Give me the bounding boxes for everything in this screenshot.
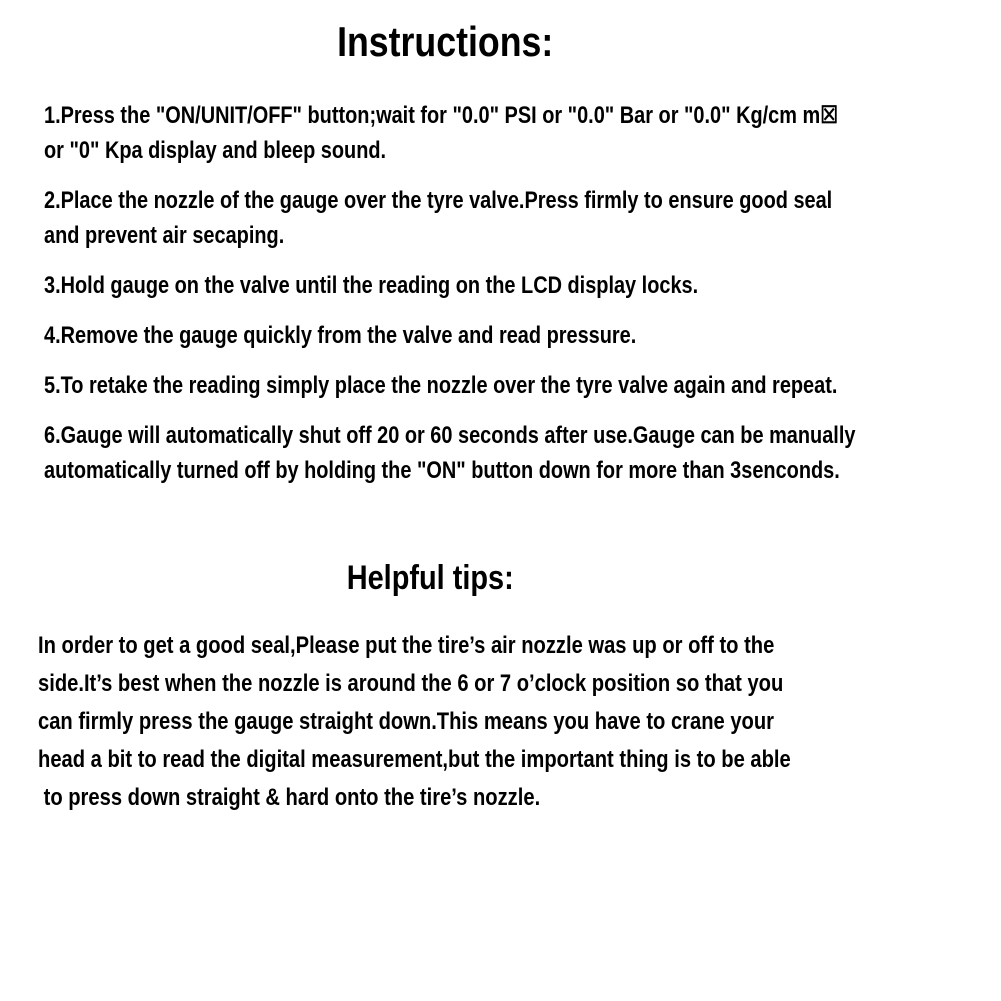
tips-line: can firmly press the gauge straight down.This means you have to crane your: [38, 708, 775, 735]
tips-heading: Helpful tips:: [347, 559, 514, 597]
instruction-item-6: [44, 418, 1001, 488]
instructions-heading: Instructions:: [337, 18, 554, 65]
tips-heading-row: [0, 558, 1001, 598]
instruction-line: 1.Press the "ON/UNIT/OFF" button;wait for "0.0" PSI or "0.0" Bar or "0.0" Kg/cm m☒: [44, 102, 839, 129]
instruction-line: automatically turned off by holding the "ON" button down for more than 3senconds.: [44, 457, 840, 484]
instruction-item-5: [44, 368, 1001, 403]
instruction-item-2: [44, 183, 1001, 253]
instructions-list: [0, 98, 1001, 488]
instruction-line: 4.Remove the gauge quickly from the valve and read pressure.: [44, 322, 637, 349]
tips-line: head a bit to read the digital measurement,but the important thing is to be able: [38, 746, 791, 773]
tips-line: side.It’s best when the nozzle is around the 6 or 7 o’clock position so that you: [38, 670, 784, 697]
instruction-line: or "0" Kpa display and bleep sound.: [44, 137, 387, 164]
instruction-item-1: [44, 98, 1001, 168]
instruction-line: 3.Hold gauge on the valve until the reading on the LCD display locks.: [44, 272, 699, 299]
tips-line: In order to get a good seal,Please put the tire’s air nozzle was up or off to the: [38, 632, 775, 659]
instruction-line: 6.Gauge will automatically shut off 20 or 60 seconds after use.Gauge can be manually: [44, 422, 856, 449]
instruction-item-4: [44, 318, 1001, 353]
instruction-line: and prevent air secaping.: [44, 222, 285, 249]
instruction-item-3: [44, 268, 1001, 303]
tips-paragraph: [0, 627, 1001, 817]
instructions-heading-row: [0, 18, 1001, 66]
tips-line: to press down straight & hard onto the tire’s nozzle.: [38, 784, 541, 811]
instruction-line: 2.Place the nozzle of the gauge over the tyre valve.Press firmly to ensure good seal: [44, 187, 833, 214]
instruction-line: 5.To retake the reading simply place the nozzle over the tyre valve again and repeat.: [44, 372, 838, 399]
